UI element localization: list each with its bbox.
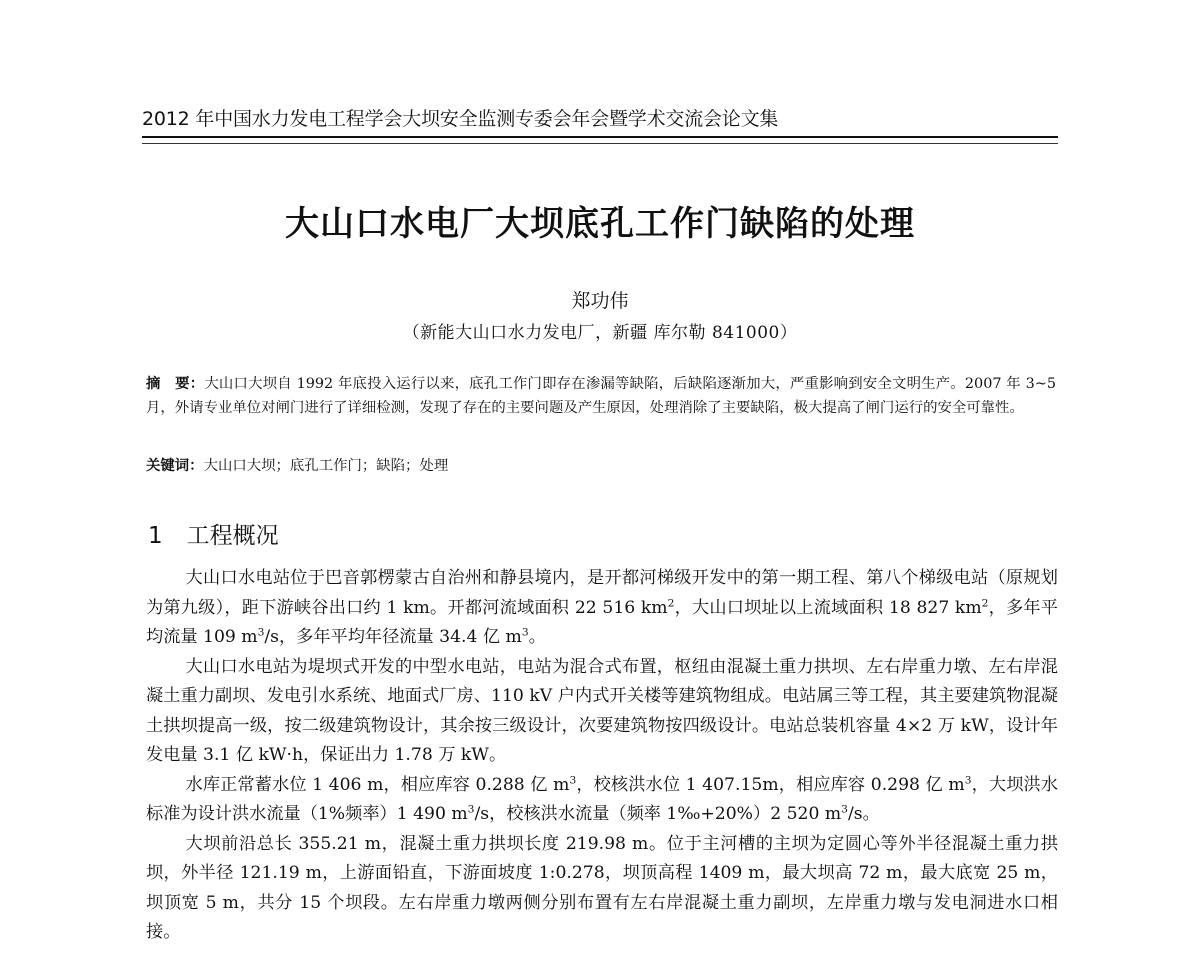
keywords <box>146 454 1056 478</box>
paragraph: 大坝前沿总长 355.21 m，混凝土重力拱坝长度 219.98 m。位于主河槽的主坝为定圆心等外半径混凝土重力拱坝，外半径 121.19 m，上游面铅直，下游面坡度 1:0.278，坝顶高程 1409 m，最大坝高 72 m，最大底宽 25 m，坝顶宽 5 m，共分 15 个坝段。左右岸重力墩两侧分别布置有左右岸混凝土重力副坝，左岸重力墩与发电洞进水口相接。 <box>146 833 1058 942</box>
keywords-text: 大山口大坝；底孔工作门；缺陷；处理 <box>203 458 449 474</box>
section-body <box>146 564 1058 948</box>
abstract-label: 摘 要： <box>146 375 205 392</box>
paragraph: 水库正常蓄水位 1 406 m，相应库容 0.288 亿 $m^3$，校核洪水位 1 407.15m，相应库容 0.298 亿 $m^3$，大坝洪水标准为设计洪水流量（1%频率）1 490 $m^3/s$，校核洪水流量（频率 1‰+20%）2 520 $m^3/s$。 <box>146 772 1058 824</box>
section-heading <box>148 519 279 553</box>
section-title: 工程概况 <box>186 523 279 549</box>
paper-title: 大山口水电厂大坝底孔工作门缺陷的处理 <box>285 204 915 244</box>
abstract <box>146 372 1056 420</box>
abstract-text: 大山口大坝自 1992 年底投入运行以来，底孔工作门即存在渗漏等缺陷，后缺陷逐渐加大，严重影响到安全文明生产。2007 年 3~5 月，外请专业单位对闸门进行了详细检测，发现了存在的主要问题及产生原因，处理消除了主要缺陷，极大提高了闸门运行的安全可靠性。 <box>146 376 1056 416</box>
paragraph: 大山口水电站位于巴音郭楞蒙古自治州和静县境内，是开都河梯级开发中的第一期工程、第八个梯级电站（原规划为第九级），距下游峡谷出口约 1 km。开都河流域面积 22 516 $km^2$，大山口坝址以上流域面积 18 827 $km^2$，多年平均流量 109 $m^3/s$，多年平均年径流量 34.4 亿 $m^3$。 <box>146 568 1058 647</box>
keywords-label: 关键词： <box>146 457 204 474</box>
header-rule <box>142 143 1058 144</box>
section-number: 1 <box>148 523 163 549</box>
running-header <box>142 104 1058 138</box>
author-name: 郑功伟 <box>571 290 629 312</box>
author-affiliation: （新能大山口水力发电厂，新疆 库尔勒 841000） <box>402 323 798 343</box>
paragraph: 大山口水电站为堤坝式开发的中型水电站，电站为混合式布置，枢纽由混凝土重力拱坝、左右岸重力墩、左右岸混凝土重力副坝、发电引水系统、地面式厂房、110 kV 户内式开关楼等建筑物组成。电站属三等工程，其主要建筑物混凝土拱坝提高一级，按二级建筑物设计，其余按三级设计，次要建筑物按四级设计。电站总装机容量 4×2 万 kW，设计年发电量 3.1 亿 kW·h，保证出力 1.78 万 kW。 <box>146 656 1058 765</box>
proceedings-title: 2012 年中国水力发电工程学会大坝安全监测专委会年会暨学术交流会论文集 <box>142 108 779 130</box>
